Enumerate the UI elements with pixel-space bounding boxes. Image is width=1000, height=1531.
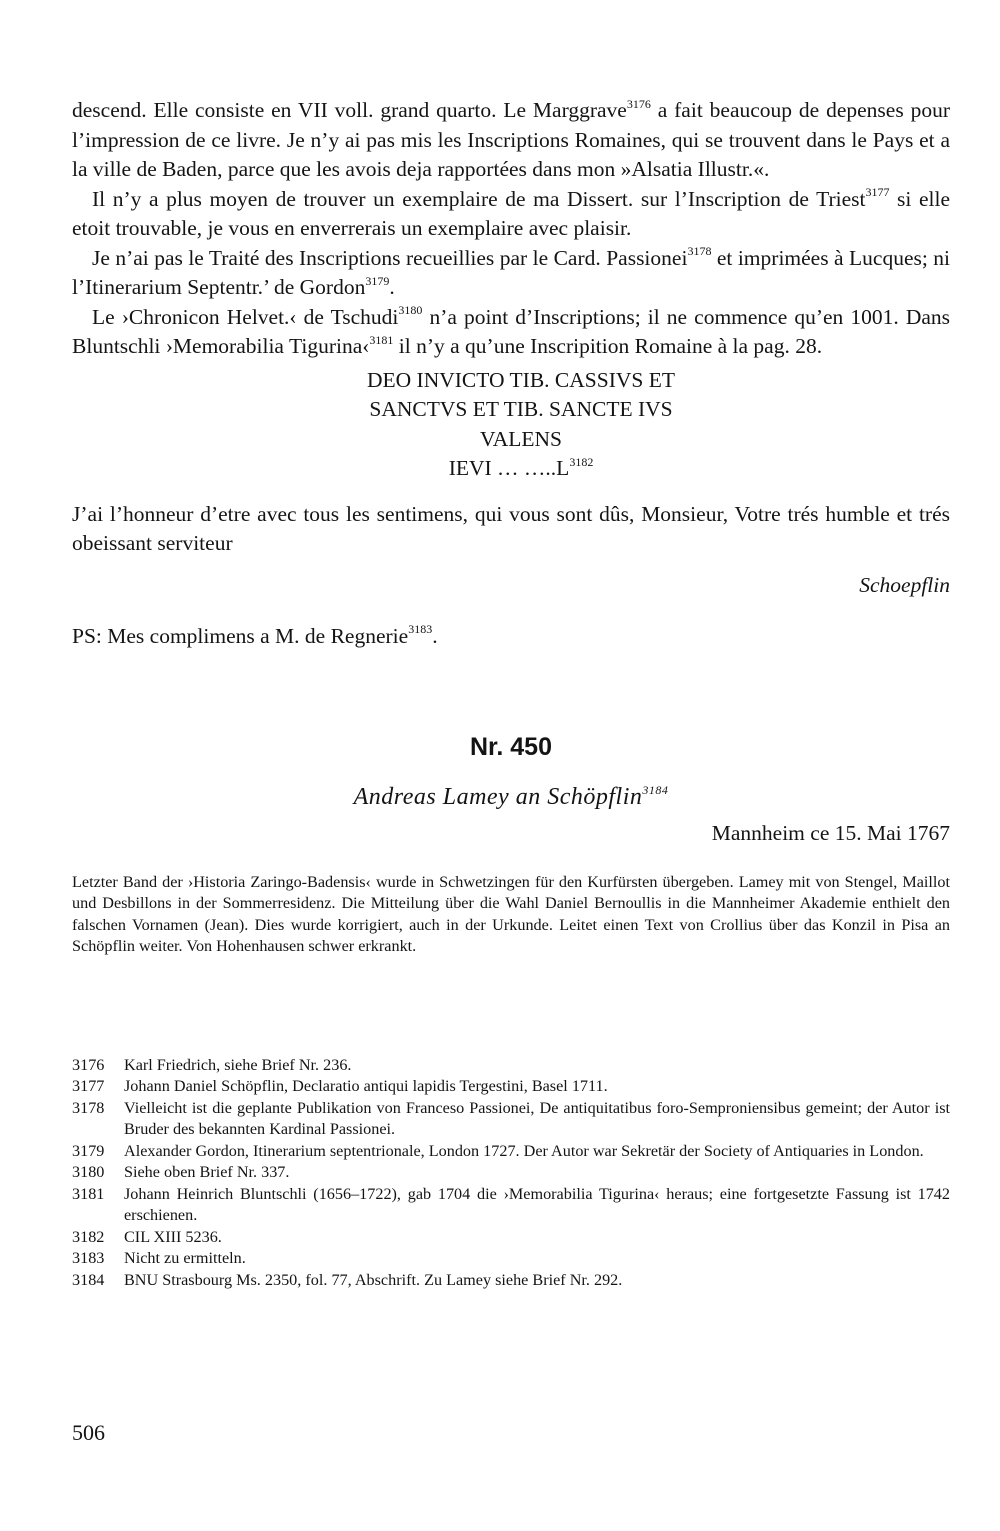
footnote-item [72, 1076, 950, 1098]
page-content [72, 96, 950, 1291]
footnote-text: Siehe oben Brief Nr. 337. [124, 1163, 290, 1181]
letter-title-text: Andreas Lamey an Schöpflin [353, 783, 643, 810]
footnote-number: 3181 [72, 1184, 105, 1203]
paragraph-text: il n’y a qu’une Inscripition Romaine à la pag. 28. [393, 334, 823, 358]
postscript-text: . [432, 623, 438, 648]
footnote-number: 3177 [72, 1077, 105, 1095]
paragraph-4 [72, 303, 950, 362]
inscription-line: VALENS [479, 426, 563, 451]
footnote-ref[interactable]: 3178 [687, 244, 712, 259]
footnote-ref[interactable]: 3182 [569, 454, 594, 469]
footnote-item [72, 1055, 950, 1077]
inscription-line [72, 454, 950, 484]
paragraph-text: . [389, 275, 395, 299]
footnote-text: Johann Heinrich Bluntschli (1656–1722), gab 1704 die ›Memorabilia Tigurina‹ heraus; eine fortgesetzte Fassung ist 1742 erschienen. [124, 1184, 950, 1224]
inscription-line: SANCTVS ET TIB. SANCTE IVS [369, 397, 673, 421]
inscription-block [72, 366, 950, 484]
footnote-text: Vielleicht ist die geplante Publikation von Franceso Passionei, De antiquitatibus foro-Semproniensibus gemeint; der Autor ist Bruder des bekannten Kardinal Passionei. [124, 1098, 950, 1138]
footnote-ref[interactable]: 3179 [365, 273, 390, 288]
footnote-item [72, 1270, 950, 1292]
footnote-item [72, 1227, 950, 1249]
footnote-text: Alexander Gordon, Itinerarium septentrionale, London 1727. Der Autor war Sekretär der Society of Antiquaries in London. [124, 1141, 924, 1160]
footnote-ref[interactable]: 3177 [865, 185, 890, 200]
inscription-line: DEO INVICTO TIB. CASSIVS ET [367, 367, 675, 392]
letter-title [72, 784, 950, 811]
footnote-number: 3183 [72, 1249, 105, 1267]
footnote-item [72, 1141, 950, 1163]
paragraph-text: Le ›Chronicon Helvet.‹ de Tschudi [92, 304, 399, 329]
footnote-number: 3184 [72, 1270, 105, 1289]
footnote-number: 3178 [72, 1098, 105, 1117]
footnote-text: Karl Friedrich, siehe Brief Nr. 236. [124, 1055, 352, 1074]
signature: Schoepflin [859, 572, 950, 597]
page-number: 506 [72, 1420, 105, 1445]
place-date: Mannheim ce 15. Mai 1767 [711, 820, 950, 845]
postscript-text: PS: Mes complimens a M. de Regnerie [72, 623, 409, 648]
paragraph-text: n’a point d’Inscriptions; il ne commence qu’en 1001. Dans Bluntschli ›Memorabilia Tigurina‹ [72, 304, 951, 358]
footnote-ref[interactable]: 3183 [408, 622, 433, 637]
footnote-ref[interactable]: 3184 [642, 782, 669, 797]
postscript [72, 624, 950, 649]
paragraph-text: descend. Elle consiste en VII voll. grand quarto. Le Marggrave [72, 98, 627, 122]
paragraph-text: Il n’y a plus moyen de trouver un exemplaire de ma Dissert. sur l’Inscription de Triest [92, 186, 866, 211]
paragraph-text: a fait beaucoup de depenses pour l’impression de ce livre. Je n’y ai pas mis les Inscriptions Romaines, qui se trouvent dans le Pays et a la ville de Baden, parce que les avois deja rapportées dans mon »Alsatia Illustr.«. [72, 98, 950, 181]
footnote-item [72, 1162, 950, 1184]
footnote-text: CIL XIII 5236. [124, 1227, 222, 1246]
footnote-item [72, 1098, 950, 1141]
inscription-text: IEVI … …..L [448, 456, 570, 480]
footnote-text: Nicht zu ermitteln. [124, 1249, 246, 1267]
footnote-item [72, 1184, 950, 1227]
footnote-ref[interactable]: 3180 [398, 303, 423, 318]
paragraph-2 [72, 185, 950, 244]
footnote-item [72, 1248, 950, 1270]
closing-formula: J’ai l’honneur d’etre avec tous les sentimens, qui vous sont dûs, Monsieur, Votre trés humble et trés obeissant serviteur [72, 501, 950, 555]
footnote-number: 3176 [72, 1055, 105, 1074]
paragraph-1 [72, 96, 950, 185]
footnotes [72, 1055, 950, 1292]
footnote-number: 3182 [72, 1227, 105, 1246]
paragraph-text: si elle etoit trouvable, je vous en enverrerais un exemplaire avec plaisir. [72, 186, 950, 240]
paragraph-3 [72, 244, 950, 303]
footnote-number: 3179 [72, 1141, 105, 1160]
footnote-number: 3180 [72, 1163, 105, 1181]
footnote-text: Johann Daniel Schöpflin, Declaratio antiqui lapidis Tergestini, Basel 1711. [124, 1077, 608, 1095]
footnote-text: BNU Strasbourg Ms. 2350, fol. 77, Abschrift. Zu Lamey siehe Brief Nr. 292. [124, 1270, 623, 1289]
paragraph-text: Je n’ai pas le Traité des Inscriptions recueillies par le Card. Passionei [92, 245, 688, 270]
footnote-ref[interactable]: 3181 [369, 332, 394, 347]
footnote-ref[interactable]: 3176 [626, 96, 651, 111]
letter-number: Nr. 450 [469, 732, 552, 761]
paragraph-text: et imprimées à Lucques; ni l’Itinerarium Septentr.’ de Gordon [72, 245, 950, 299]
letter-summary: Letzter Band der ›Historia Zaringo-Badensis‹ wurde in Schwetzingen für den Kurfürsten übergeben. Lamey mit von Stengel, Maillot und Desbillons in der Sommerresidenz. Die Mitteilung über die Wahl Daniel Bernoullis in die Mannheimer Akademie enthielt den falschen Vornamen (Jean). Dies wurde korrigiert, auch in der Urkunde. Leitet einen Text von Crollius über das Konzil in Pisa an Schöpflin weiter. Von Hohenhausen schwer erkrankt. [72, 872, 950, 955]
